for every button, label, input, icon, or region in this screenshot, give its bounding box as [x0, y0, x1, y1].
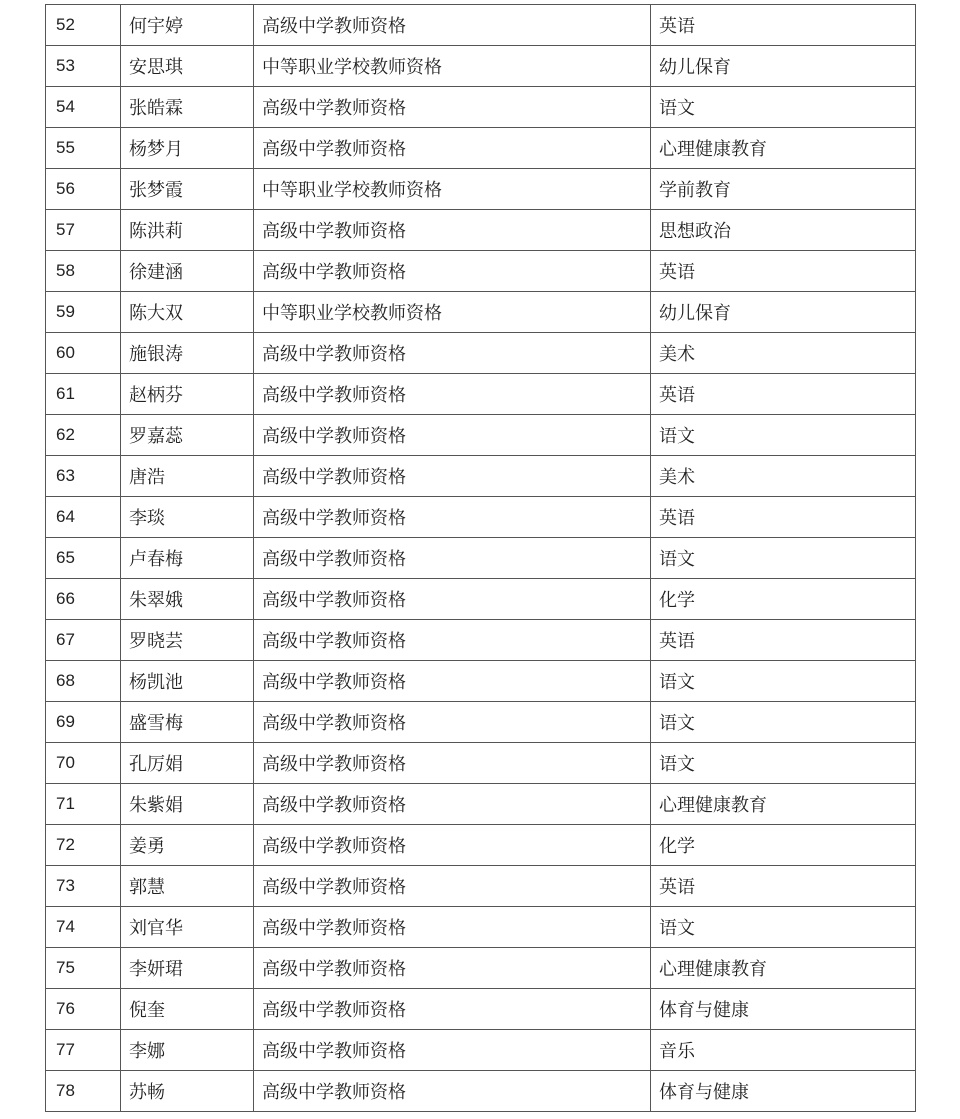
cell-subject: 体育与健康: [651, 989, 916, 1030]
cell-subject: 化学: [651, 579, 916, 620]
table-row: [46, 169, 916, 210]
cell-subject: 美术: [651, 456, 916, 497]
cell-subject: 幼儿保育: [651, 292, 916, 333]
cell-qualification: 高级中学教师资格: [254, 333, 651, 374]
cell-subject: 幼儿保育: [651, 46, 916, 87]
table-row: [46, 128, 916, 169]
cell-qualification: 高级中学教师资格: [254, 1071, 651, 1112]
cell-subject: 语文: [651, 907, 916, 948]
cell-number: 63: [46, 456, 121, 497]
cell-number: 55: [46, 128, 121, 169]
table-row: [46, 620, 916, 661]
cell-name: 孔厉娟: [121, 743, 254, 784]
cell-number: 71: [46, 784, 121, 825]
cell-subject: 语文: [651, 661, 916, 702]
table-row: [46, 743, 916, 784]
table-row: [46, 497, 916, 538]
cell-subject: 英语: [651, 374, 916, 415]
cell-qualification: 高级中学教师资格: [254, 907, 651, 948]
cell-subject: 语文: [651, 702, 916, 743]
cell-subject: 英语: [651, 5, 916, 46]
table-row: [46, 292, 916, 333]
cell-number: 74: [46, 907, 121, 948]
table-row: [46, 333, 916, 374]
cell-subject: 心理健康教育: [651, 128, 916, 169]
cell-number: 73: [46, 866, 121, 907]
cell-name: 施银涛: [121, 333, 254, 374]
cell-name: 朱翠娥: [121, 579, 254, 620]
cell-qualification: 高级中学教师资格: [254, 702, 651, 743]
cell-name: 罗晓芸: [121, 620, 254, 661]
table-row: [46, 825, 916, 866]
table-row: [46, 87, 916, 128]
cell-qualification: 高级中学教师资格: [254, 5, 651, 46]
cell-qualification: 中等职业学校教师资格: [254, 46, 651, 87]
cell-number: 56: [46, 169, 121, 210]
table-row: [46, 456, 916, 497]
cell-qualification: 高级中学教师资格: [254, 579, 651, 620]
cell-name: 何宇婷: [121, 5, 254, 46]
cell-subject: 语文: [651, 743, 916, 784]
cell-qualification: 高级中学教师资格: [254, 825, 651, 866]
cell-number: 78: [46, 1071, 121, 1112]
cell-subject: 英语: [651, 251, 916, 292]
table-body: [46, 5, 916, 1112]
cell-qualification: 高级中学教师资格: [254, 948, 651, 989]
cell-subject: 语文: [651, 87, 916, 128]
cell-subject: 英语: [651, 620, 916, 661]
cell-subject: 思想政治: [651, 210, 916, 251]
cell-number: 62: [46, 415, 121, 456]
cell-subject: 英语: [651, 497, 916, 538]
cell-qualification: 高级中学教师资格: [254, 497, 651, 538]
cell-qualification: 高级中学教师资格: [254, 989, 651, 1030]
cell-number: 76: [46, 989, 121, 1030]
cell-qualification: 高级中学教师资格: [254, 374, 651, 415]
cell-subject: 心理健康教育: [651, 948, 916, 989]
cell-number: 67: [46, 620, 121, 661]
cell-number: 54: [46, 87, 121, 128]
cell-name: 安思琪: [121, 46, 254, 87]
cell-name: 倪奎: [121, 989, 254, 1030]
cell-qualification: 高级中学教师资格: [254, 128, 651, 169]
cell-qualification: 高级中学教师资格: [254, 210, 651, 251]
cell-name: 李妍珺: [121, 948, 254, 989]
cell-qualification: 高级中学教师资格: [254, 661, 651, 702]
cell-number: 75: [46, 948, 121, 989]
table-row: [46, 661, 916, 702]
cell-subject: 美术: [651, 333, 916, 374]
cell-qualification: 高级中学教师资格: [254, 743, 651, 784]
table-row: [46, 579, 916, 620]
cell-number: 64: [46, 497, 121, 538]
cell-name: 郭慧: [121, 866, 254, 907]
cell-name: 李娜: [121, 1030, 254, 1071]
cell-subject: 音乐: [651, 1030, 916, 1071]
cell-name: 李琰: [121, 497, 254, 538]
cell-number: 72: [46, 825, 121, 866]
table-row: [46, 415, 916, 456]
document-page: [45, 4, 915, 1112]
cell-subject: 学前教育: [651, 169, 916, 210]
table-row: [46, 948, 916, 989]
table-row: [46, 1071, 916, 1112]
table-row: [46, 251, 916, 292]
cell-qualification: 高级中学教师资格: [254, 784, 651, 825]
cell-name: 盛雪梅: [121, 702, 254, 743]
table-row: [46, 538, 916, 579]
cell-number: 57: [46, 210, 121, 251]
cell-subject: 英语: [651, 866, 916, 907]
cell-name: 朱紫娟: [121, 784, 254, 825]
table-row: [46, 702, 916, 743]
cell-name: 刘官华: [121, 907, 254, 948]
cell-qualification: 高级中学教师资格: [254, 456, 651, 497]
cell-qualification: 高级中学教师资格: [254, 866, 651, 907]
cell-qualification: 高级中学教师资格: [254, 87, 651, 128]
cell-name: 张皓霖: [121, 87, 254, 128]
cell-name: 张梦霞: [121, 169, 254, 210]
cell-number: 53: [46, 46, 121, 87]
cell-number: 66: [46, 579, 121, 620]
table-row: [46, 210, 916, 251]
cell-name: 陈洪莉: [121, 210, 254, 251]
cell-number: 61: [46, 374, 121, 415]
cell-subject: 化学: [651, 825, 916, 866]
cell-qualification: 中等职业学校教师资格: [254, 292, 651, 333]
cell-number: 58: [46, 251, 121, 292]
cell-name: 杨梦月: [121, 128, 254, 169]
cell-subject: 语文: [651, 538, 916, 579]
cell-name: 徐建涵: [121, 251, 254, 292]
cell-name: 赵柄芬: [121, 374, 254, 415]
cell-number: 69: [46, 702, 121, 743]
cell-number: 77: [46, 1030, 121, 1071]
cell-name: 杨凯池: [121, 661, 254, 702]
table-row: [46, 784, 916, 825]
cell-qualification: 中等职业学校教师资格: [254, 169, 651, 210]
table-row: [46, 866, 916, 907]
cell-subject: 体育与健康: [651, 1071, 916, 1112]
cell-name: 陈大双: [121, 292, 254, 333]
table-row: [46, 907, 916, 948]
cell-name: 唐浩: [121, 456, 254, 497]
table-row: [46, 46, 916, 87]
cell-name: 姜勇: [121, 825, 254, 866]
cell-name: 苏畅: [121, 1071, 254, 1112]
cell-number: 68: [46, 661, 121, 702]
table-row: [46, 5, 916, 46]
cell-number: 52: [46, 5, 121, 46]
cell-number: 65: [46, 538, 121, 579]
cell-qualification: 高级中学教师资格: [254, 251, 651, 292]
cell-number: 60: [46, 333, 121, 374]
cell-qualification: 高级中学教师资格: [254, 415, 651, 456]
cell-name: 罗嘉蕊: [121, 415, 254, 456]
cell-qualification: 高级中学教师资格: [254, 538, 651, 579]
table-row: [46, 374, 916, 415]
teacher-qualification-table: [45, 4, 916, 1112]
table-row: [46, 989, 916, 1030]
cell-qualification: 高级中学教师资格: [254, 620, 651, 661]
cell-number: 70: [46, 743, 121, 784]
cell-name: 卢春梅: [121, 538, 254, 579]
cell-qualification: 高级中学教师资格: [254, 1030, 651, 1071]
cell-subject: 语文: [651, 415, 916, 456]
cell-number: 59: [46, 292, 121, 333]
cell-subject: 心理健康教育: [651, 784, 916, 825]
table-row: [46, 1030, 916, 1071]
